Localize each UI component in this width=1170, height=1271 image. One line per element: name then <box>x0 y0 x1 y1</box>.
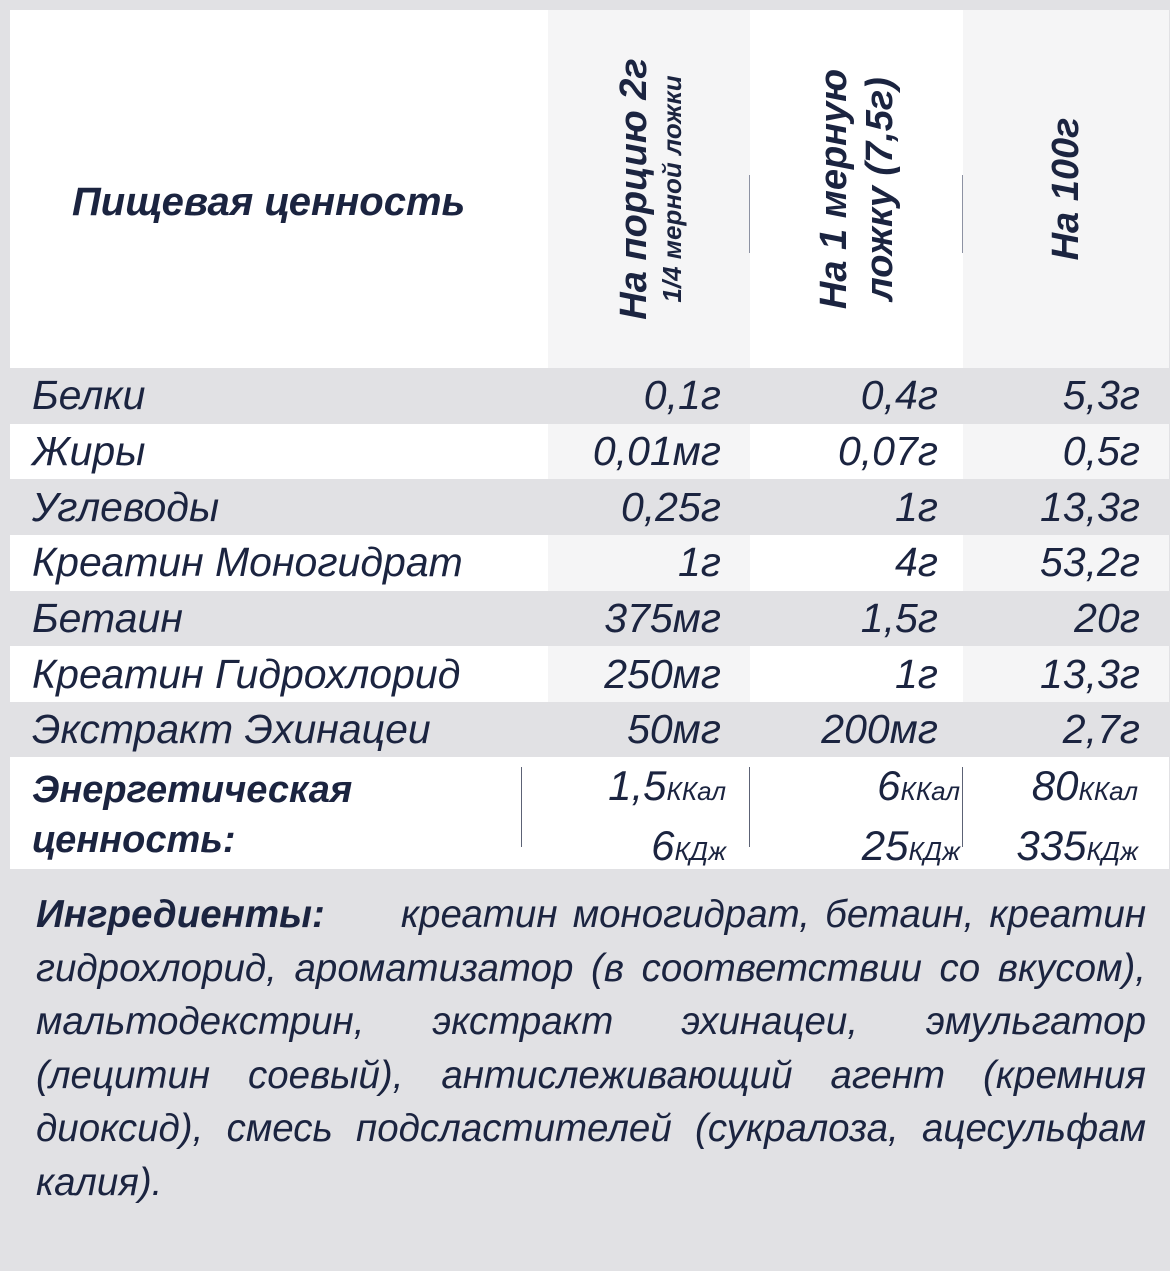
header-title-cell <box>10 10 548 368</box>
header-per-scoop-sub: ложку (7,5г) <box>858 77 901 301</box>
row-value-100g: 0,5г <box>1062 428 1140 475</box>
row-value-scoop: 200мг <box>821 706 938 753</box>
header-per-serving <box>611 58 687 319</box>
table-row <box>10 479 1169 535</box>
row-value-serving: 0,01мг <box>592 428 721 475</box>
energy-kcal-unit: ККал <box>900 776 960 806</box>
row-value-100g: 2,7г <box>1062 706 1140 753</box>
header-per-100g-label: На 100г <box>1045 117 1087 261</box>
row-name: Креатин Моногидрат <box>32 539 463 586</box>
header-per-scoop-cell <box>750 10 963 368</box>
row-value-100g: 5,3г <box>1062 372 1140 419</box>
table-header <box>10 10 1169 368</box>
row-value-scoop: 0,07г <box>837 428 938 475</box>
table-row <box>10 535 1169 591</box>
table-row <box>10 646 1169 702</box>
ingredients-section <box>10 888 1169 1218</box>
energy-kcal-unit: ККал <box>1078 776 1138 806</box>
header-per-scoop <box>811 69 903 309</box>
energy-kcal-value: 80 <box>1031 762 1079 809</box>
header-per-serving-cell <box>548 10 750 368</box>
energy-kcal-value: 1,5 <box>608 762 667 809</box>
energy-kj-value: 25 <box>861 822 909 869</box>
energy-divider <box>521 767 522 847</box>
energy-serving <box>548 761 726 881</box>
energy-label-line1: Энергетическая <box>32 769 353 811</box>
table-row <box>10 368 1169 424</box>
header-per-serving-label: На порцию 2г <box>613 58 655 320</box>
row-value-scoop: 4г <box>894 539 938 586</box>
row-value-serving: 50мг <box>627 706 721 753</box>
table-row <box>10 591 1169 647</box>
row-value-scoop: 1г <box>894 650 938 697</box>
energy-kj-unit: КДж <box>1086 836 1138 866</box>
row-value-100g: 13,3г <box>1039 650 1140 697</box>
row-name: Углеводы <box>32 483 220 530</box>
ingredients-list: креатин моногидрат, бетаин, креатин гидрохлорид, ароматизатор (в соответствии со вкусом), мальтодекстрин, экстракт эхинацеи, эмульгатор (лецитин соевый), антислеживающий агент (кремния диоксид), смесь подсластителей (сукралоза, ацесульфам калия). <box>36 893 1147 1204</box>
row-value-serving: 1г <box>677 539 721 586</box>
energy-kcal-value: 6 <box>877 762 901 809</box>
nutrition-table <box>10 368 1169 758</box>
energy-label <box>32 765 352 865</box>
row-value-scoop: 1,5г <box>860 595 938 642</box>
row-name: Жиры <box>32 428 146 475</box>
page-title: Пищевая ценность <box>72 180 466 224</box>
row-value-100g: 53,2г <box>1039 539 1140 586</box>
header-per-100g <box>1043 118 1089 261</box>
energy-kj-value: 6 <box>651 822 675 869</box>
row-value-scoop: 1г <box>894 483 938 530</box>
header-divider <box>962 175 963 253</box>
table-row <box>10 424 1169 480</box>
energy-100g <box>963 761 1138 881</box>
row-name: Экстракт Эхинацеи <box>32 706 431 753</box>
energy-label-line2: ценность: <box>32 819 236 861</box>
row-value-serving: 0,25г <box>620 483 721 530</box>
ingredients-text <box>36 888 1146 1209</box>
header-divider <box>749 175 750 253</box>
row-value-serving: 250мг <box>604 650 721 697</box>
row-value-serving: 375мг <box>604 595 721 642</box>
energy-kj-unit: КДж <box>674 836 726 866</box>
row-value-100g: 20г <box>1074 595 1140 642</box>
energy-kcal-unit: ККал <box>666 776 726 806</box>
row-name: Бетаин <box>32 595 183 642</box>
energy-row <box>10 757 1169 869</box>
header-per-scoop-label: На 1 мерную <box>812 68 855 310</box>
header-per-serving-sub: 1/4 мерной ложки <box>657 75 687 303</box>
row-value-serving: 0,1г <box>643 372 721 419</box>
row-value-100g: 13,3г <box>1039 483 1140 530</box>
table-row <box>10 702 1169 758</box>
energy-kj-unit: КДж <box>908 836 960 866</box>
header-per-100g-cell <box>963 10 1169 368</box>
ingredients-label: Ингредиенты: <box>36 893 325 936</box>
energy-kj-value: 335 <box>1016 822 1087 869</box>
row-name: Креатин Гидрохлорид <box>32 650 461 697</box>
energy-scoop <box>750 761 960 881</box>
row-value-scoop: 0,4г <box>860 372 938 419</box>
row-name: Белки <box>32 372 146 419</box>
